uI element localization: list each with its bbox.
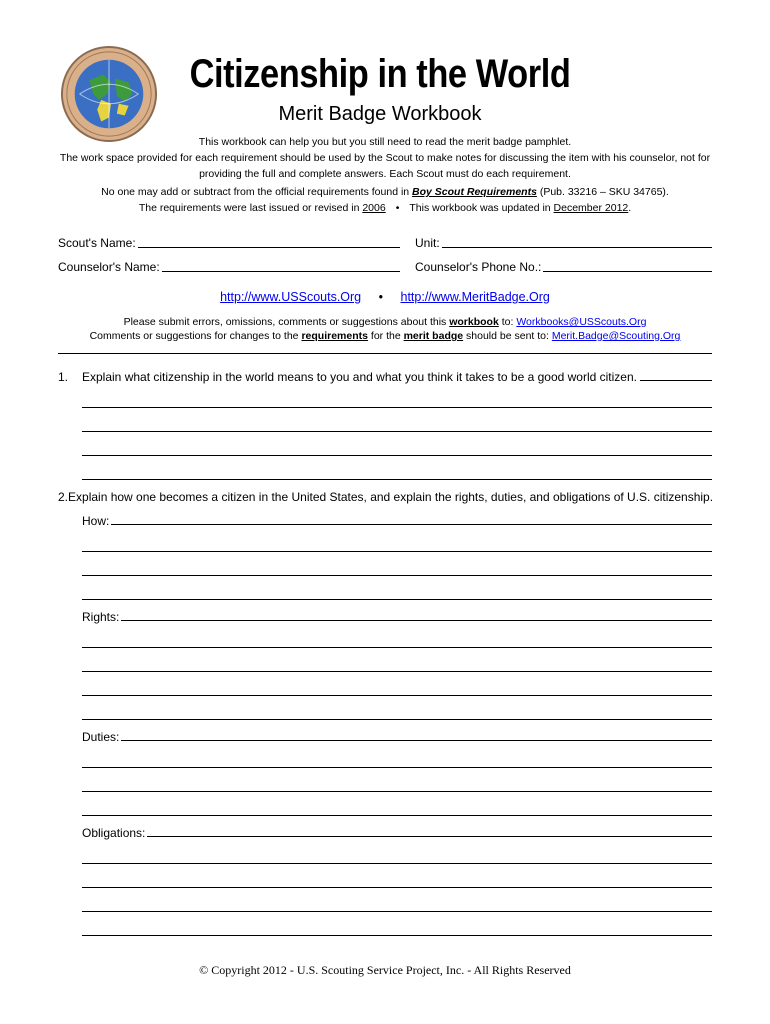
page-subtitle: Merit Badge Workbook [278, 103, 482, 125]
copyright-footer: © Copyright 2012 - U.S. Scouting Service Project, Inc. - All Rights Reserved [199, 963, 571, 977]
how-label: How: [82, 514, 110, 528]
answer-line[interactable] [82, 648, 712, 672]
duties-answer-line[interactable] [121, 730, 712, 741]
website-links: http://www.USScouts.Org • http://www.MeritBadge.Org [220, 290, 550, 304]
answer-line[interactable] [82, 408, 712, 432]
intro-line-1: This workbook can help you but you still need to read the merit badge pamphlet. [198, 136, 572, 148]
answer-line[interactable] [82, 576, 712, 600]
rights-label: Rights: [82, 610, 120, 624]
answer-line[interactable] [82, 840, 712, 864]
answer-line[interactable] [82, 528, 712, 552]
requirement-number: 1. [58, 370, 69, 384]
answer-line[interactable] [82, 888, 712, 912]
answer-line[interactable] [82, 744, 712, 768]
answer-line[interactable] [82, 384, 712, 408]
boy-scout-requirements-ref: Boy Scout Requirements [412, 186, 537, 198]
scout-name-label: Scout's Name: [58, 236, 136, 250]
intro-text [50, 134, 720, 216]
unit-field[interactable] [442, 235, 712, 248]
meritbadge-link[interactable]: http://www.MeritBadge.Org [400, 290, 550, 304]
usscouts-link[interactable]: http://www.USScouts.Org [220, 290, 362, 304]
answer-line[interactable] [82, 912, 712, 936]
answer-line[interactable] [82, 552, 712, 576]
unit-label: Unit: [415, 236, 440, 250]
answer-line[interactable] [82, 672, 712, 696]
counselor-phone-label: Counselor's Phone No.: [415, 260, 542, 274]
counselor-name-field[interactable] [162, 259, 400, 272]
requirement-text: Explain how one becomes a citizen in the United States, and explain the rights, duties, and obligations of U.S. citizenship. [68, 490, 714, 504]
requirement-number: 2. [58, 490, 69, 504]
intro-line-2: The work space provided for each requirement should be used by the Scout to make notes for discussing the item with his counselor, not for providing the full and complete answers. Each Scout must do each requirement. [59, 152, 711, 180]
workbooks-email-link[interactable]: Workbooks@USScouts.Org [516, 316, 647, 328]
issued-year: 2006 [362, 202, 386, 214]
how-answer-line[interactable] [111, 514, 712, 525]
intro-line-4: The requirements were last issued or revised in 2006 • This workbook was updated in December 2012. [138, 202, 632, 214]
merit-badge-emblem [60, 45, 158, 143]
scout-info-fields [58, 226, 712, 274]
duties-label: Duties: [82, 730, 120, 744]
answer-line[interactable] [82, 864, 712, 888]
answer-line[interactable] [640, 370, 712, 381]
answer-line[interactable] [82, 768, 712, 792]
answer-line[interactable] [82, 792, 712, 816]
intro-line-3: No one may add or subtract from the official requirements found in Boy Scout Requirements (Pub. 33216 – SKU 34765). [101, 186, 669, 198]
updated-date: December 2012 [553, 202, 629, 214]
divider [58, 353, 712, 354]
answer-line[interactable] [82, 624, 712, 648]
obligations-label: Obligations: [82, 826, 146, 840]
answer-line[interactable] [82, 456, 712, 480]
requirement-1 [58, 360, 712, 480]
counselor-name-label: Counselor's Name: [58, 260, 160, 274]
page-title: Citizenship in the World [189, 52, 571, 96]
rights-answer-line[interactable] [121, 610, 712, 621]
submit-info: Please submit errors, omissions, comments or suggestions about this workbook to: Workbooks@USScouts.Org Comments or suggestions for changes to the requirements for the merit badge should be sent to: Merit.Badge@Scouting.Org [89, 316, 681, 342]
answer-line[interactable] [82, 696, 712, 720]
answer-line[interactable] [82, 432, 712, 456]
scout-name-field[interactable] [138, 235, 400, 248]
requirement-text: Explain what citizenship in the world means to you and what you think it takes to be a good world citizen. [82, 370, 637, 384]
title-block [150, 50, 610, 127]
obligations-answer-line[interactable] [147, 826, 712, 837]
counselor-phone-field[interactable] [543, 259, 712, 272]
requirement-2 [58, 480, 712, 936]
merit-badge-email-link[interactable]: Merit.Badge@Scouting.Org [551, 330, 681, 342]
